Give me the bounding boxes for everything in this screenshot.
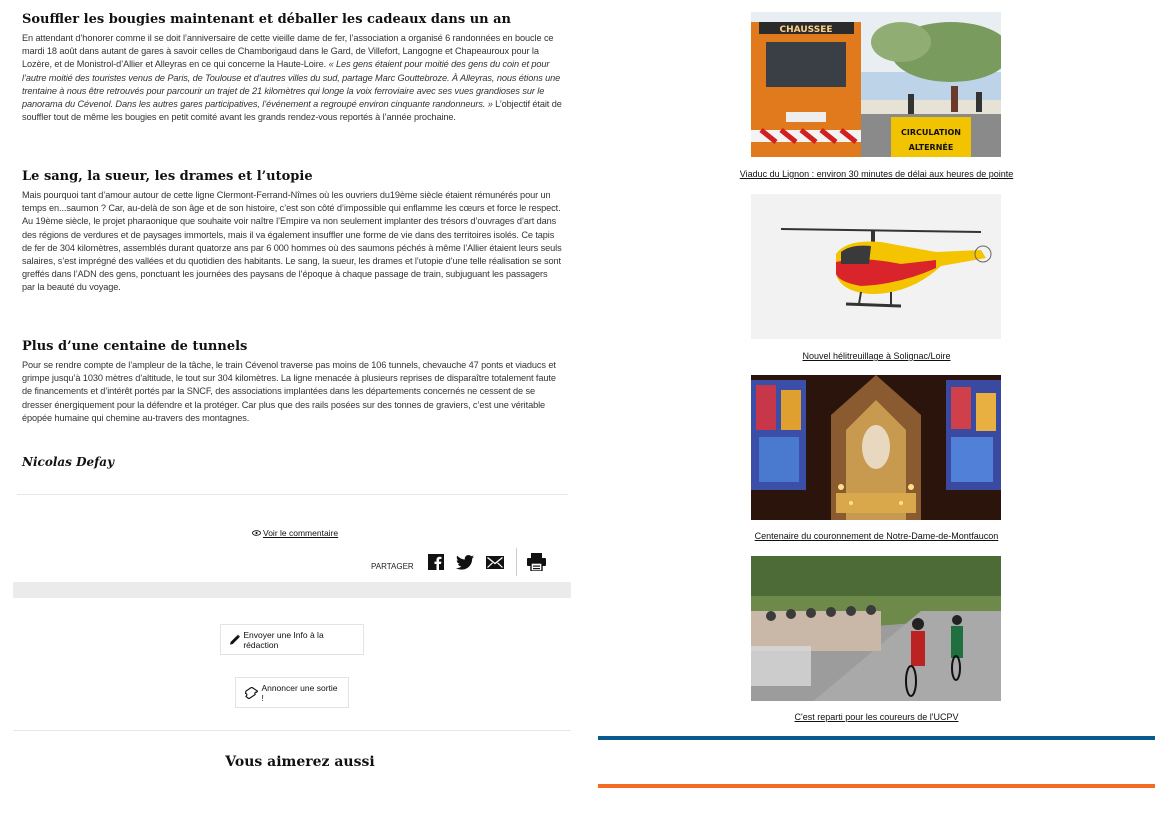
announce-outing-label: Annoncer une sortie ! xyxy=(261,682,338,703)
facebook-icon xyxy=(428,554,444,570)
section-title: Souffler les bougies maintenant et déballer les cadeaux dans un an xyxy=(22,12,512,27)
article-section xyxy=(22,339,562,425)
helicopter-photo[interactable] xyxy=(751,194,1001,339)
twitter-share-button[interactable] xyxy=(456,555,474,570)
printer-icon xyxy=(527,553,546,571)
card-caption[interactable]: C'est reparti pour les coureurs de l'UCPV xyxy=(794,712,959,722)
print-button[interactable] xyxy=(527,553,546,571)
cyclists-photo[interactable] xyxy=(751,556,1001,701)
pencil-icon xyxy=(230,634,240,645)
section-paragraph: Pour se rendre compte de l’ampleur de la tâche, le train Cévenol traverse pas moins de 106 tunnels, chevauche 47 ponts et viaducs et grimpe jusqu’à 1030 mètres d’altitude, le tout sur 304 kilomètres. La ligne menacée à plusieurs reprises de disparaître totalement faute de financements et d’intérêt portés par la SNCF, des associations implantées dans les départements concernés ne cessent de se dresser énergiquement pour la défendre et la protéger. Car plus que des rails posées sur des tonnes de graviers, c’est une véritable épopée humaine qui chemine au-travers des montagnes. xyxy=(22,360,556,423)
card-caption[interactable]: Nouvel hélitreuillage à Solignac/Loire xyxy=(802,351,951,361)
facebook-share-button[interactable] xyxy=(428,554,444,570)
mail-icon xyxy=(486,556,504,569)
paragraph-text: L’objectif était de souffler tout de même les bougies en petit comité avant les grands rendez-vous reportés à l’année prochaine. xyxy=(22,99,562,123)
paragraph-quote: « Les gens étaient pour moitié des gens du coin et pour l’autre moitié des touristes venus de Paris, de Toulouse et d’autres villes du sud, partage Marc Gouttebroze. À Alleyras, nous étions une trentaine à nous être retrouvés pour parcourir un trajet de 21 kilomètres qui longe la voix ferroviaire avec ses vues grandioses sur le panorama du Cévenol. Dans les autres gares participatives, l’événement a regroupé environ cinquante randonneurs. » xyxy=(22,59,561,110)
section-title: Plus d’une centaine de tunnels xyxy=(22,339,248,354)
view-comment-link[interactable] xyxy=(252,528,338,538)
announce-outing-button[interactable] xyxy=(235,677,349,708)
blue-divider-bar xyxy=(598,736,1155,740)
share-separator xyxy=(516,548,517,576)
section-paragraph xyxy=(22,32,562,124)
chaussee-sign-text: CHAUSSEE xyxy=(779,25,833,35)
road-works-photo[interactable] xyxy=(751,12,1001,157)
gray-banner xyxy=(13,582,571,598)
circulation-sign-text: CIRCULATION xyxy=(901,128,961,137)
alternee-sign-text: ALTERNÉE xyxy=(908,143,954,152)
card-caption[interactable]: Centenaire du couronnement de Notre-Dame-de-Montfaucon xyxy=(754,531,999,541)
author-name: Nicolas Defay xyxy=(22,455,115,469)
eye-icon xyxy=(252,530,261,536)
ticket-icon xyxy=(245,687,258,699)
article-section xyxy=(22,169,562,295)
article-section xyxy=(22,12,562,124)
send-info-label: Envoyer une Info à la rédaction xyxy=(243,629,324,650)
church-photo[interactable] xyxy=(751,375,1001,520)
section-title: Le sang, la sueur, les drames et l’utopie xyxy=(22,169,313,184)
section-paragraph: Mais pourquoi tant d’amour autour de cette ligne Clermont-Ferrand-Nîmes où les ouvriers du19ème siècle étaient rémunérés pour un temps en...saumon ? Car, au-delà de son âge et de son histoire, c’est son côté d’impossible qui enflamme les cœurs et force le respect. Au 19ème siècle, le projet pharaonique que souhaite voir naître l’Empire va non seulement implanter des trésors d’ouvrages d’art dans des régions de verdures et de paysages immortels, mais il va également insuffler une forme de vie dans des territoires isolés. Ce tapis de fer de 304 kilomètres, assemblés durant quatorze ans par 6 000 hommes où des saumons péchés à même l’Allier étaient leurs seuls salaires, s’est imprégné des vallées et du quotidien des habitants. Le sang, la sueur, les drames et l’utopie d’une telle réalisation se sont greffés dans l’ADN des gens, ponctuant les journées des paysans de l’époque à chaque passage de train, subjuguant les passagers par la beauté du voyage. xyxy=(22,190,562,293)
share-bar xyxy=(371,547,546,577)
card-caption[interactable]: Viaduc du Lignon : environ 30 minutes de délai aux heures de pointe xyxy=(739,169,1014,179)
you-may-like-heading: Vous aimerez aussi xyxy=(225,754,375,770)
share-label: PARTAGER xyxy=(371,561,414,571)
twitter-icon xyxy=(456,555,474,570)
paragraph-text: En attendant d’honorer comme il se doit l’anniversaire de cette vieille dame de fer, l’association a organisé 6 randonnées en boucle ce mardi 18 août dans autant de gares à savoir celles de Chamborigaud dans le Gard, de Villefort, Langogne et Chapeauroux pour la Lozère, et de Monistrol-d’Allier et Alleyras en ce qui concerne la Haute-Loire. xyxy=(22,33,554,70)
orange-divider-bar xyxy=(598,784,1155,788)
send-info-button[interactable] xyxy=(220,624,364,655)
view-comment-label: Voir le commentaire xyxy=(263,528,339,538)
divider xyxy=(13,730,571,731)
email-share-button[interactable] xyxy=(486,556,504,569)
divider xyxy=(17,494,568,495)
